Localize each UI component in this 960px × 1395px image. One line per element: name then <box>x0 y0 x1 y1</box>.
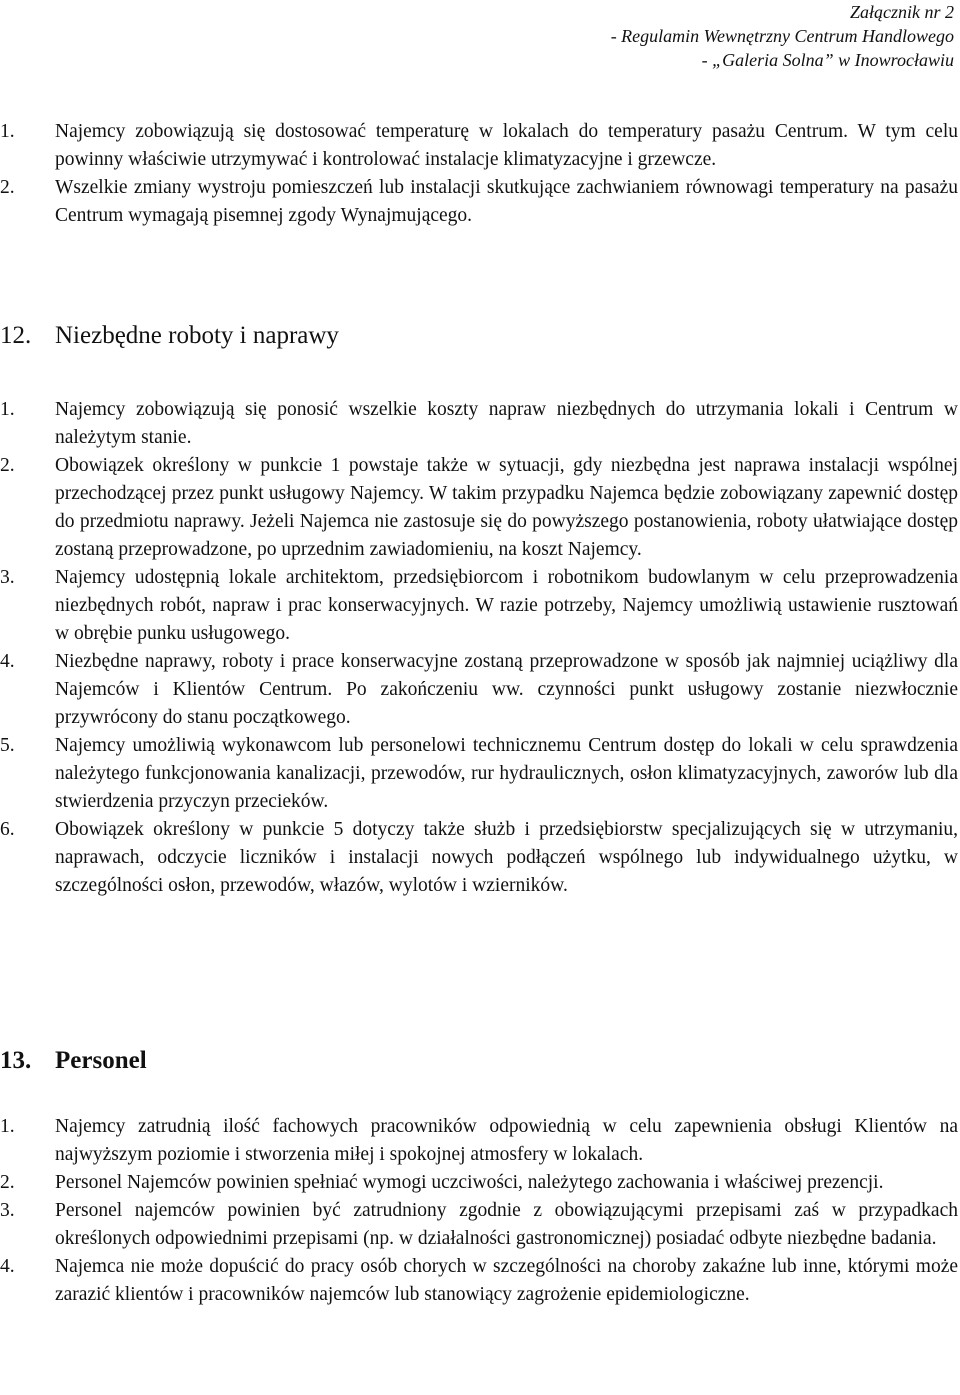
section-number: 12. <box>0 322 32 349</box>
section-number: 13. <box>0 1047 32 1074</box>
item-number: 2. <box>0 177 15 198</box>
list-item <box>0 174 958 230</box>
list-item <box>0 118 958 174</box>
item-number: 4. <box>0 1256 15 1277</box>
list-item <box>0 1197 958 1253</box>
item-number: 3. <box>0 567 15 588</box>
list-item <box>0 816 958 900</box>
list-item <box>0 564 958 648</box>
item-text: Najemca nie może dopuścić do pracy osób chorych w szczególności na choroby zakaźne lub inne, którymi może zarazić klientów i pracowników najemców lub stanowiący zagrożenie epidemiologiczne. <box>55 1256 958 1305</box>
list-item <box>0 396 958 452</box>
item-number: 2. <box>0 455 15 476</box>
list-item <box>0 1253 958 1309</box>
item-number: 1. <box>0 1116 15 1137</box>
list-item <box>0 732 958 816</box>
item-text: Niezbędne naprawy, roboty i prace konserwacyjne zostaną przeprowadzone w sposób jak najmniej uciążliwy dla Najemców i Klientów Centrum. Po zakończeniu ww. czynności punkt usługowy zostanie niezwłocznie przywrócony do stanu początkowego. <box>55 651 958 728</box>
item-text: Najemcy zatrudnią ilość fachowych pracowników odpowiednią w celu zapewnienia obsługi Klientów na najwyższym poziomie i stworzenia miłej i spokojnej atmosfery w lokalach. <box>55 1116 958 1165</box>
item-number: 1. <box>0 121 15 142</box>
list-item <box>0 1113 958 1169</box>
item-text: Personel najemców powinien być zatrudniony zgodnie z obowiązującymi przepisami zaś w przypadkach określonych odpowiednimi przepisami (np. w działalności gastronomicznej) posiadać odbyte niezbędne badania. <box>55 1200 958 1249</box>
item-text: Najemcy umożliwią wykonawcom lub personelowi technicznemu Centrum dostęp do lokali w celu sprawdzenia należytego funkcjonowania kanalizacji, przewodów, rur hydraulicznych, osłon klimatyzacyjnych, zaworów lub dla stwierdzenia przyczyn przecieków. <box>55 735 958 812</box>
item-text: Obowiązek określony w punkcie 5 dotyczy także służb i przedsiębiorstw specjalizujących się w utrzymaniu, naprawach, odczycie liczników i instalacji nowych podłączeń wspólnego lub indywidualnego użytku, w szczególności osłon, przewodów, włazów, wylotów i wzierników. <box>55 819 958 896</box>
section-12-items <box>0 396 958 900</box>
header-regulation-title: - Regulamin Wewnętrzny Centrum Handlowego <box>610 26 954 46</box>
item-text: Najemcy zobowiązują się ponosić wszelkie koszty napraw niezbędnych do utrzymania lokali i Centrum w należytym stanie. <box>55 399 958 448</box>
item-text: Najemcy udostępnią lokale architektom, przedsiębiorcom i robotnikom budowlanym w celu przeprowadzenia niezbędnych robót, napraw i prac konserwacyjnych. W razie potrzeby, Najemcy umożliwią ustawienie rusztowań w obrębie punku usługowego. <box>55 567 958 644</box>
document-header <box>611 0 954 72</box>
item-number: 2. <box>0 1172 15 1193</box>
list-item <box>0 648 958 732</box>
list-item <box>0 452 958 564</box>
section-12-heading <box>0 321 339 351</box>
section-title: Niezbędne roboty i naprawy <box>55 322 339 349</box>
header-attachment-number: Załącznik nr 2 <box>849 2 954 22</box>
section-13-items <box>0 1113 958 1309</box>
section-11-items <box>0 118 958 230</box>
item-number: 1. <box>0 399 15 420</box>
item-number: 3. <box>0 1200 15 1221</box>
item-text: Wszelkie zmiany wystroju pomieszczeń lub instalacji skutkujące zachwianiem równowagi temperatury na pasażu Centrum wymagają pisemnej zgody Wynajmującego. <box>55 177 958 226</box>
section-title: Personel <box>55 1047 147 1074</box>
section-13-heading <box>0 1046 147 1076</box>
list-item <box>0 1169 958 1197</box>
item-number: 6. <box>0 819 15 840</box>
header-gallery-name: - „Galeria Solna” w Inowrocławiu <box>701 50 954 70</box>
item-text: Najemcy zobowiązują się dostosować temperaturę w lokalach do temperatury pasażu Centrum. W tym celu powinny właściwie utrzymywać i kontrolować instalacje klimatyzacyjne i grzewcze. <box>55 121 958 170</box>
item-text: Obowiązek określony w punkcie 1 powstaje także w sytuacji, gdy niezbędna jest naprawa instalacji wspólnej przechodzącej przez punkt usługowy Najemcy. W takim przypadku Najemca będzie zobowiązany zapewnić dostęp do przedmiotu naprawy. Jeżeli Najemca nie zastosuje się do powyższego postanowienia, roboty ułatwiające dostęp zostaną przeprowadzone, po uprzednim zawiadomieniu, na koszt Najemcy. <box>55 455 958 560</box>
item-number: 5. <box>0 735 15 756</box>
item-number: 4. <box>0 651 15 672</box>
item-text: Personel Najemców powinien spełniać wymogi uczciwości, należytego zachowania i właściwej prezencji. <box>55 1172 884 1193</box>
